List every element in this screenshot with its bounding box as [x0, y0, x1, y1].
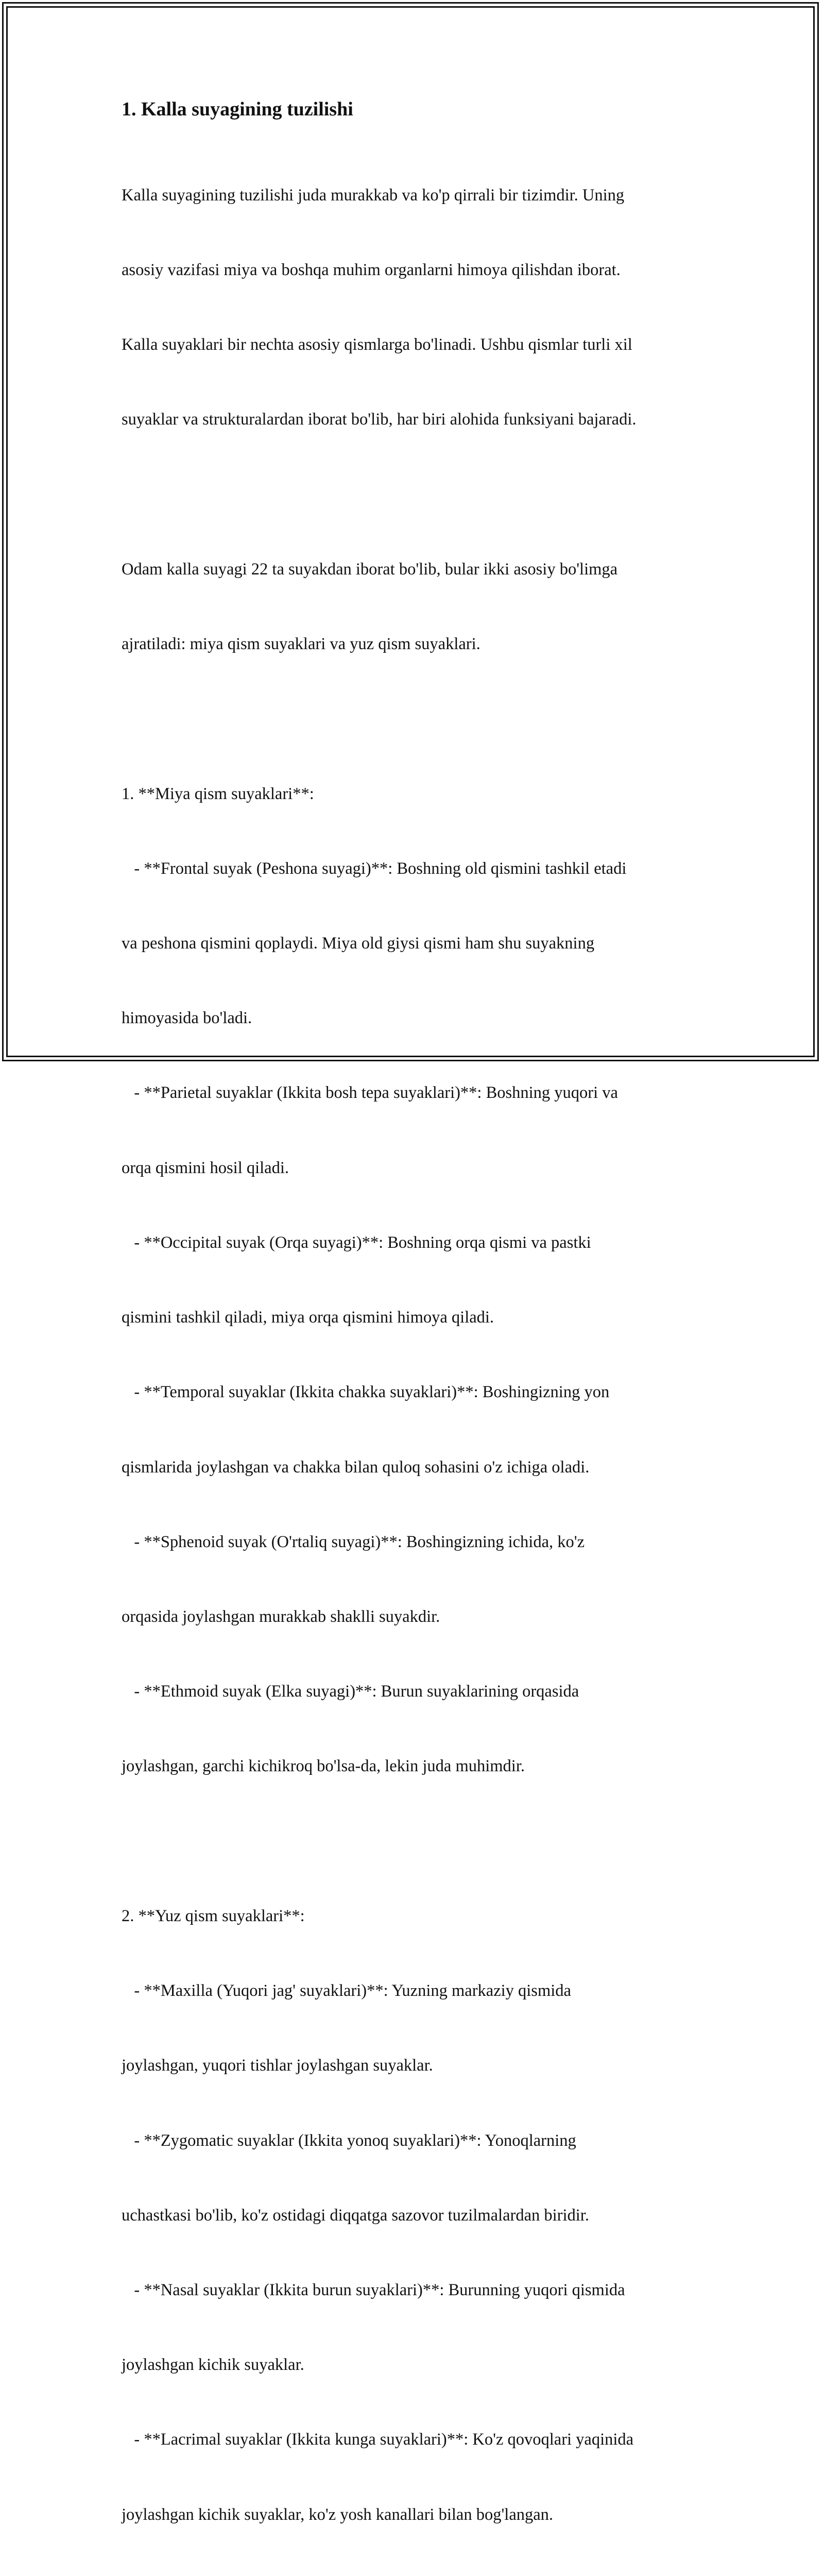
text-line: orqa qismini hosil qiladi. [122, 1158, 289, 1177]
text-line: - **Parietal suyaklar (Ikkita bosh tepa suyaklari)**: Boshning yuqori va [122, 1083, 618, 1103]
text-line: joylashgan, yuqori tishlar joylashgan suyaklar. [122, 2056, 433, 2075]
text-line: - **Ethmoid suyak (Elka suyagi)**: Burun suyaklarining orqasida [122, 1682, 579, 1701]
text-line: Kalla suyagining tuzilishi juda murakkab va ko'p qirrali bir tizimdir. Uning [122, 185, 625, 205]
text-line: suyaklar va strukturalardan iborat bo'lib, har biri alohida funksiyani bajaradi. [122, 410, 637, 429]
text-line: qismlarida joylashgan va chakka bilan quloq sohasini o'z ichiga oladi. [122, 1458, 590, 1477]
text-line: joylashgan kichik suyaklar. [122, 2355, 304, 2375]
document-text [122, 133, 740, 2576]
text-line: - **Occipital suyak (Orqa suyagi)**: Boshning orqa qismi va pastki [122, 1233, 591, 1252]
text-line: - **Frontal suyak (Peshona suyagi)**: Boshning old qismini tashkil etadi [122, 859, 627, 878]
text-line: va peshona qismini qoplaydi. Miya old giysi qismi ham shu suyakning [122, 934, 595, 953]
text-line: - **Zygomatic suyaklar (Ikkita yonoq suyaklari)**: Yonoqlarning [122, 2131, 576, 2150]
text-line: Kalla suyaklari bir nechta asosiy qismlarga bo'linadi. Ushbu qismlar turli xil [122, 335, 632, 354]
text-line: - **Maxilla (Yuqori jag' suyaklari)**: Yuzning markaziy qismida [122, 1981, 571, 2001]
text-line: Odam kalla suyagi 22 ta suyakdan iborat bo'lib, bular ikki asosiy bo'limga [122, 560, 618, 579]
text-line [122, 482, 740, 507]
text-line: 1. **Miya qism suyaklari**: [122, 784, 314, 803]
text-line: - **Sphenoid suyak (O'rtaliq suyagi)**: Boshingizning ichida, ko'z [122, 1532, 585, 1551]
text-line [122, 706, 740, 731]
text-line: 2. **Yuz qism suyaklari**: [122, 1906, 305, 1925]
document-title: 1. Kalla suyagining tuzilishi [122, 98, 353, 120]
text-line: ajratiladi: miya qism suyaklari va yuz qism suyaklari. [122, 635, 480, 654]
text-line: asosiy vazifasi miya va boshqa muhim organlarni himoya qilishdan iborat. [122, 261, 621, 280]
text-line: himoyasida bo'ladi. [122, 1009, 252, 1028]
text-line: joylashgan, garchi kichikroq bo'lsa-da, lekin juda muhimdir. [122, 1757, 525, 1776]
text-line: - **Nasal suyaklar (Ikkita burun suyaklari)**: Burunning yuqori qismida [122, 2280, 625, 2299]
text-line: joylashgan kichik suyaklar, ko'z yosh kanallari bilan bog'langan. [122, 2505, 554, 2524]
text-line [122, 1829, 740, 1854]
text-line: - **Lacrimal suyaklar (Ikkita kunga suyaklari)**: Ko'z qovoqlari yaqinida [122, 2430, 634, 2449]
text-line: orqasida joylashgan murakkab shaklli suyakdir. [122, 1607, 440, 1626]
text-line: uchastkasi bo'lib, ko'z ostidagi diqqatga sazovor tuzilmalardan biridir. [122, 2206, 589, 2225]
document-body [122, 97, 740, 2576]
text-line: qismini tashkil qiladi, miya orqa qismini himoya qiladi. [122, 1308, 494, 1327]
text-line: - **Temporal suyaklar (Ikkita chakka suyaklari)**: Boshingizning yon [122, 1383, 610, 1402]
